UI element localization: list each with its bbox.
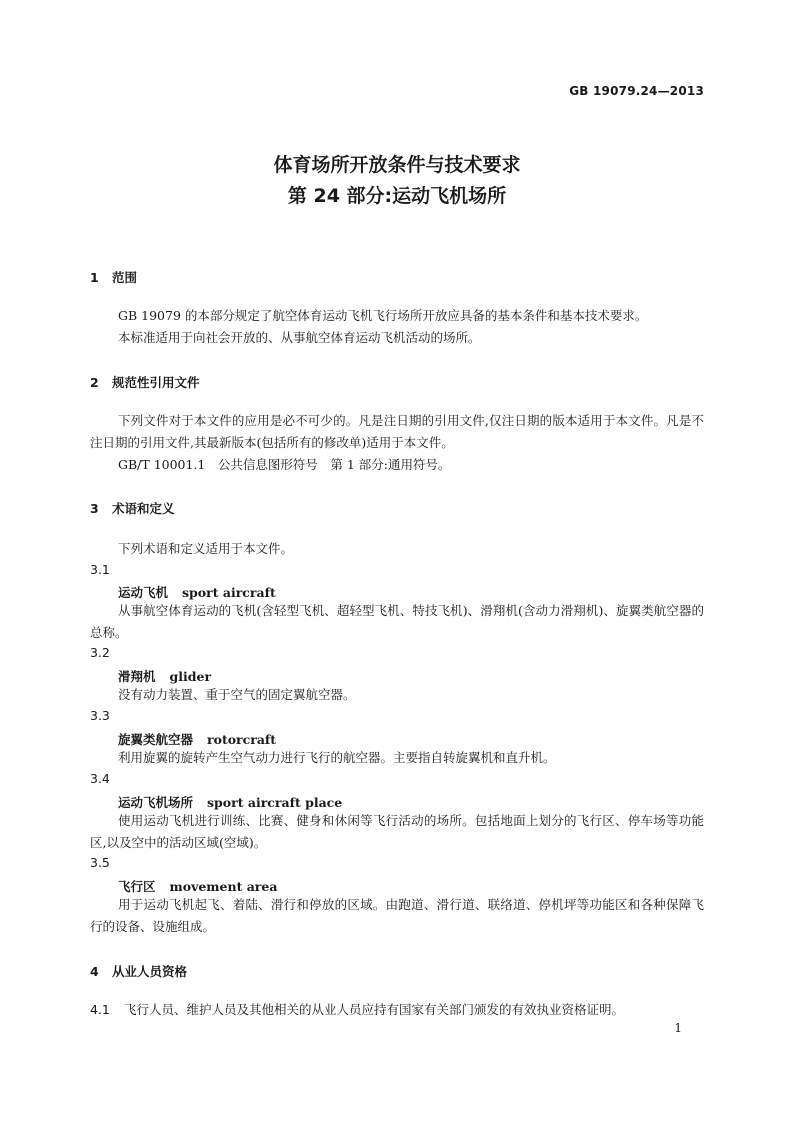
section-number: 3: [90, 501, 99, 516]
term-zh: 运动飞机: [118, 585, 169, 600]
term-name: [118, 667, 211, 685]
section-number: 4: [90, 964, 99, 979]
term-number: 3.2: [90, 645, 110, 660]
term-name: [118, 730, 276, 748]
term-en: sport aircraft: [182, 585, 276, 600]
term-number: 3.5: [90, 855, 110, 870]
paragraph: 下列文件对于本文件的应用是必不可少的。凡是注日期的引用文件,仅注日期的版本适用于本文件。凡是不注日期的引用文件,其最新版本(包括所有的修改单)适用于本文件。: [90, 413, 704, 450]
term-definition: 利用旋翼的旋转产生空气动力进行飞行的航空器。主要指自转旋翼机和直升机。: [118, 750, 556, 765]
term-zh: 飞行区: [118, 879, 156, 894]
term-number: 3.1: [90, 562, 110, 577]
term-definition: 用于运动飞机起飞、着陆、滑行和停放的区域。由跑道、滑行道、联络道、停机坪等功能区和各种保障飞行的设备、设施组成。: [90, 897, 704, 934]
document-title: 体育场所开放条件与技术要求: [273, 154, 521, 176]
term-definition: 没有动力装置、重于空气的固定翼航空器。: [118, 687, 356, 702]
term-zh: 运动飞机场所: [118, 795, 194, 810]
clause-4-1: [90, 999, 704, 1021]
term-name: [118, 583, 276, 601]
section-number: 1: [90, 270, 99, 285]
section-title: 规范性引用文件: [112, 375, 200, 390]
term-definition: 使用运动飞机进行训练、比赛、健身和休闲等飞行活动的场所。包括地面上划分的飞行区、停车场等功能区,以及空中的活动区域(空域)。: [90, 813, 704, 850]
clause-text: 飞行人员、维护人员及其他相关的从业人员应持有国家有关部门颁发的有效执业资格证明。: [124, 1002, 625, 1017]
section-heading-1: [90, 268, 137, 286]
term-name: [118, 793, 342, 811]
section-heading-4: [90, 962, 187, 980]
document-subtitle: 第 24 部分:运动飞机场所: [287, 185, 507, 207]
paragraph: 本标准适用于向社会开放的、从事航空体育运动飞机活动的场所。: [118, 330, 481, 345]
term-en: sport aircraft place: [207, 795, 343, 810]
clause-number: 4.1: [90, 1002, 110, 1017]
term-zh: 旋翼类航空器: [118, 732, 194, 747]
term-number: 3.3: [90, 708, 110, 723]
paragraph: 下列术语和定义适用于本文件。: [118, 541, 294, 556]
section-title: 范围: [112, 270, 138, 285]
page-number: 1: [674, 1021, 682, 1035]
term-number: 3.4: [90, 771, 110, 786]
section-title: 术语和定义: [112, 501, 175, 516]
reference-item: GB/T 10001.1 公共信息图形符号 第 1 部分:通用符号。: [118, 457, 451, 472]
term-en: rotorcraft: [207, 732, 277, 747]
standard-code: GB 19079.24—2013: [569, 84, 704, 98]
section-title: 从业人员资格: [112, 964, 188, 979]
term-name: [118, 877, 277, 895]
term-en: movement area: [169, 879, 278, 894]
section-heading-3: [90, 499, 175, 517]
term-en: glider: [169, 669, 212, 684]
term-definition: 从事航空体育运动的飞机(含轻型飞机、超轻型飞机、特技飞机)、滑翔机(含动力滑翔机)、旋翼类航空器的总称。: [90, 603, 704, 640]
paragraph: GB 19079 的本部分规定了航空体育运动飞机飞行场所开放应具备的基本条件和基本技术要求。: [118, 308, 648, 323]
section-heading-2: [90, 373, 200, 391]
term-zh: 滑翔机: [118, 669, 156, 684]
section-number: 2: [90, 375, 99, 390]
